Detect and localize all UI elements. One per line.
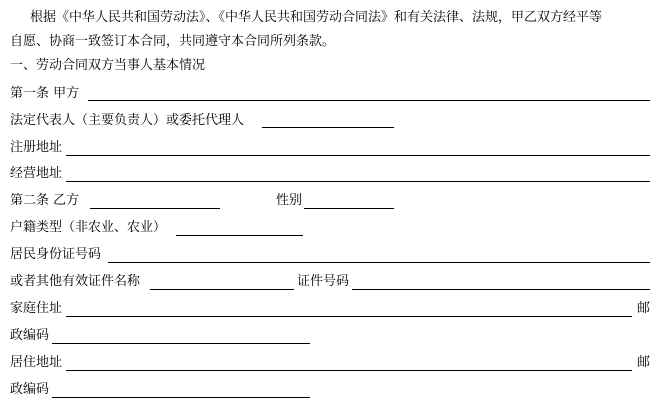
legal-rep-label: 法定代表人（主要负责人）或委托代理人 [10,113,245,128]
other-id-field[interactable] [150,289,294,290]
residence-address-label: 居住地址 [10,355,63,370]
hukou-type-label: 户籍类型（非农业、农业） [10,220,167,235]
postal-code-2-label: 政编码 [10,382,50,397]
party-b-field[interactable] [90,208,220,209]
business-address-field[interactable] [66,181,650,182]
home-address-label: 家庭住址 [10,301,63,316]
postal-code-2-field[interactable] [52,397,310,398]
cert-number-label: 证件号码 [297,274,350,289]
postal-tail-2: 邮 [637,355,651,370]
gender-field[interactable] [304,208,394,209]
home-address-field[interactable] [66,316,632,317]
registered-address-field[interactable] [66,155,650,156]
other-id-label: 或者其他有效证件名称 [10,274,141,289]
postal-tail-1: 邮 [637,301,651,316]
postal-code-1-label: 政编码 [10,328,50,343]
intro-line-2: 自愿、协商一致签订本合同，共同遵守本合同所列条款。 [10,34,336,49]
postal-code-1-field[interactable] [52,343,310,344]
legal-rep-field[interactable] [262,127,394,128]
party-a-label: 第一条 甲方 [10,86,80,101]
residence-address-field[interactable] [66,370,632,371]
gender-label: 性别 [276,193,303,208]
business-address-label: 经营地址 [10,166,63,181]
hukou-type-field[interactable] [176,235,303,236]
party-b-label: 第二条 乙方 [10,193,80,208]
party-a-field[interactable] [88,100,650,101]
id-number-field[interactable] [108,262,650,263]
cert-number-field[interactable] [352,289,650,290]
registered-address-label: 注册地址 [10,140,63,155]
id-number-label: 居民身份证号码 [10,247,102,262]
intro-line-1: 根据《中华人民共和国劳动法》、《中华人民共和国劳动合同法》和有关法律、法规，甲乙双方经平等 [30,10,603,25]
section-title: 一、劳动合同双方当事人基本情况 [10,58,206,73]
